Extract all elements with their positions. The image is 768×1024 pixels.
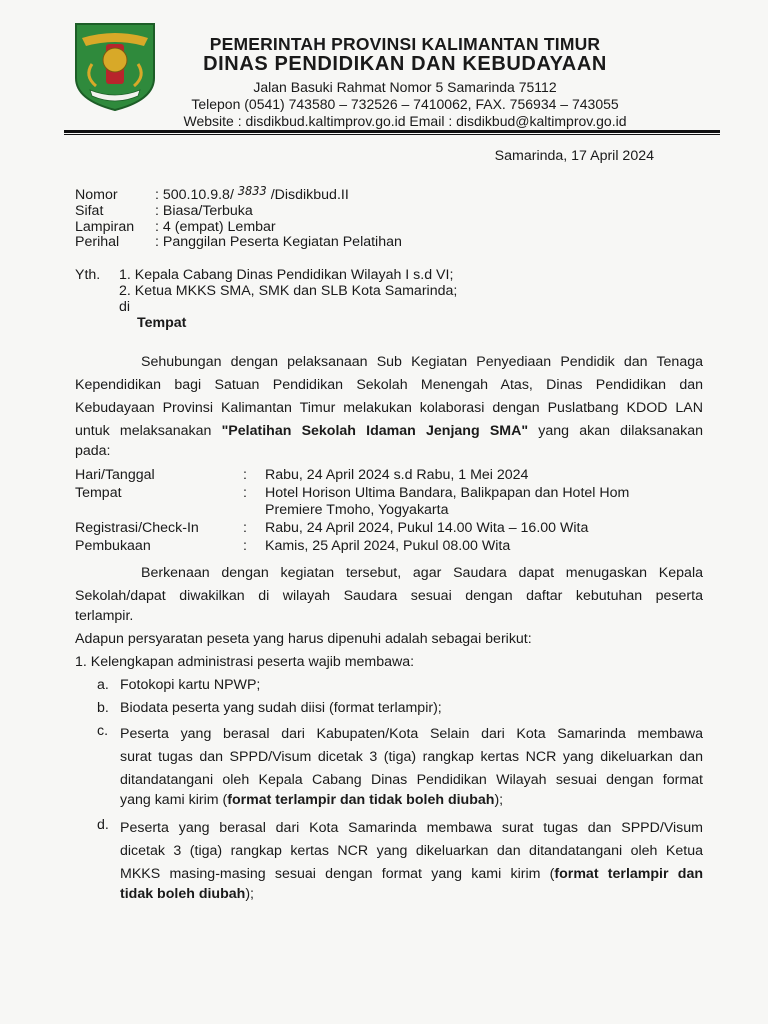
tempat-colon: : (243, 485, 247, 501)
item-d-line1: Peserta yang berasal dari Kota Samarinda membawa surat tugas dan SPPD/Visum (120, 820, 703, 836)
item-a: Fotokopi kartu NPWP; (120, 677, 261, 693)
para1-line2: Kependidikan bagi Satuan Pendidikan Sekolah Menengah Atas, Dinas Pendidikan dan (75, 377, 703, 393)
para2-line1: Berkenaan dengan kegiatan tersebut, agar Saudara dapat menugaskan Kepala (141, 565, 703, 581)
lampiran-value: : 4 (empat) Lembar (155, 219, 276, 235)
tempat-value-1: Hotel Horison Ultima Bandara, Balikpapan dan Hotel Hom (265, 485, 630, 501)
recipient-1: 1. Kepala Cabang Dinas Pendidikan Wilayah I s.d VI; (119, 267, 454, 283)
item-b-marker: b. (97, 700, 109, 716)
item-d-line4: tidak boleh diubah); (120, 886, 254, 902)
perihal-value: : Panggilan Peserta Kegiatan Pelatihan (155, 234, 402, 250)
header-address: Jalan Basuki Rahmat Nomor 5 Samarinda 75112 (253, 79, 557, 95)
para1-line3: Kebudayaan Provinsi Kalimantan Timur melakukan kolaborasi dengan Puslatbang KDOD LAN (75, 400, 703, 416)
tempat-value-2: Premiere Tmoho, Yogyakarta (265, 502, 449, 518)
hari-value: Rabu, 24 April 2024 s.d Rabu, 1 Mei 2024 (265, 467, 529, 483)
requirement-1: 1. Kelengkapan administrasi peserta wajib membawa: (75, 654, 415, 670)
header-province: PEMERINTAH PROVINSI KALIMANTAN TIMUR (209, 34, 601, 54)
sifat-label: Sifat (75, 203, 104, 219)
recipient-di: di (119, 299, 131, 315)
item-c-line1: Peserta yang berasal dari Kabupaten/Kota Selain dari Kota Samarinda membawa (120, 726, 703, 742)
nomor-label: Nomor (75, 187, 118, 203)
pembukaan-label: Pembukaan (75, 538, 151, 554)
header-rule-thin (64, 134, 720, 135)
para2-line2: Sekolah/dapat diwakilkan di wilayah Saudara sesuai dengan daftar kebutuhan peserta (75, 588, 703, 604)
item-c-line3: ditandatangani oleh Kepala Cabang Dinas Pendidikan Wilayah sesuai dengan format (120, 772, 703, 788)
pembukaan-value: Kamis, 25 April 2024, Pukul 08.00 Wita (265, 538, 511, 554)
tempat-label: Tempat (75, 485, 122, 501)
item-c-marker: c. (97, 723, 109, 739)
perihal-label: Perihal (75, 234, 120, 250)
item-d-marker: d. (97, 817, 109, 833)
registrasi-label: Registrasi/Check-In (75, 520, 199, 536)
letter-date: Samarinda, 17 April 2024 (494, 148, 654, 164)
item-c-line4: yang kami kirim (format terlampir dan tidak boleh diubah); (120, 792, 504, 808)
header-phone: Telepon (0541) 743580 – 732526 – 7410062, FAX. 756934 – 743055 (191, 96, 619, 112)
nomor-value: : 500.10.9.8/ $^{3833}$ /Disdikbud.II (155, 184, 349, 203)
item-b: Biodata peserta yang sudah diisi (format terlampir); (120, 700, 442, 716)
recipient-2: 2. Ketua MKKS SMA, SMK dan SLB Kota Samarinda; (119, 283, 458, 299)
para1-line4: untuk melaksanakan "Pelatihan Sekolah Idaman Jenjang SMA" yang akan dilaksanakan (75, 423, 703, 439)
registrasi-value: Rabu, 24 April 2024, Pukul 14.00 Wita – 16.00 Wita (265, 520, 589, 536)
sifat-value: : Biasa/Terbuka (155, 203, 253, 219)
yth-label: Yth. (75, 267, 101, 283)
header-rule-thick (64, 130, 720, 133)
recipient-tempat: Tempat (137, 315, 187, 331)
registrasi-colon: : (243, 520, 247, 536)
para3: Adapun persyaratan peseta yang harus dipenuhi adalah sebagai berikut: (75, 631, 532, 647)
para2-line3: terlampir. (75, 608, 134, 624)
item-c-line2: surat tugas dan SPPD/Visum dicetak 3 (tiga) rangkap kertas NCR yang dikeluarkan dan (120, 749, 703, 765)
hari-colon: : (243, 467, 247, 483)
hari-label: Hari/Tanggal (75, 467, 155, 483)
item-d-line3: MKKS masing-masing sesuai dengan format yang kami kirim (format terlampir dan (120, 866, 703, 882)
pembukaan-colon: : (243, 538, 247, 554)
header-web: Website : disdikbud.kaltimprov.go.id Email : disdikbud@kaltimprov.go.id (183, 113, 627, 129)
header-agency: DINAS PENDIDIKAN DAN KEBUDAYAAN (203, 53, 607, 75)
nomor-handwritten: 3833 (237, 184, 267, 198)
province-emblem-logo (72, 20, 158, 112)
item-d-line2: dicetak 3 (tiga) rangkap kertas NCR yang dikeluarkan dan ditandatangani oleh Ketua (120, 843, 703, 859)
lampiran-label: Lampiran (75, 219, 135, 235)
item-a-marker: a. (97, 677, 109, 693)
para1-line1: Sehubungan dengan pelaksanaan Sub Kegiatan Penyediaan Pendidik dan Tenaga (141, 354, 703, 370)
para1-line5: pada: (75, 443, 111, 459)
